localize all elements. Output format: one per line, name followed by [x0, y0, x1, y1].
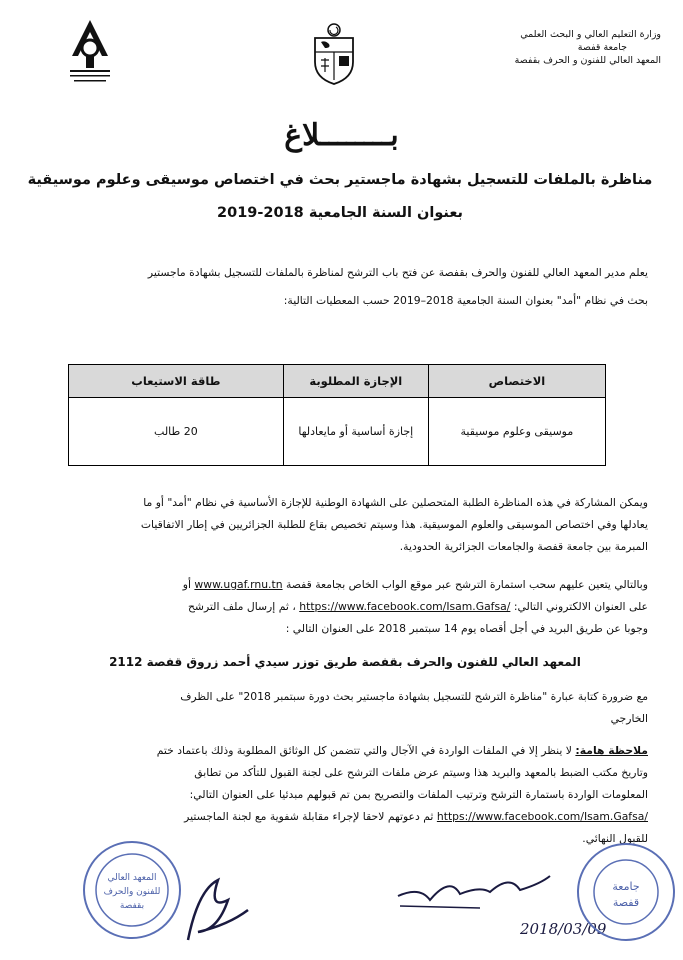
- text-line: الخارجي: [610, 712, 648, 725]
- text-line: المبرمة بين جامعة قفصة والجامعات الجزائرية الحدودية.: [399, 540, 648, 553]
- stamp-text: بقفصة: [119, 901, 145, 911]
- facebook-link[interactable]: https://www.facebook.com/Isam.Gafsa/: [299, 600, 511, 613]
- republic-emblem: [309, 22, 359, 86]
- handwritten-date: 2018/03/09: [520, 920, 607, 938]
- intro-line: بحث في نظام "أمد" بعنوان السنة الجامعية 2018–2019 حسب المعطيات التالية:: [283, 294, 648, 307]
- text-span: لا ينظر إلا في الملفات الواردة في الآجال والتي تتضمن كل الوثائق المطلوبة وذلك باعتماد ختم: [156, 744, 572, 757]
- text-line: مع ضرورة كتابة عبارة "مناظرة الترشح للتسجيل بشهادة ماجستير بحث دورة سبتمبر 2018" على الظرف: [180, 690, 648, 703]
- facebook-link[interactable]: https://www.facebook.com/Isam.Gafsa/: [436, 810, 648, 823]
- text-line: وتاريخ مكتب الضبط بالمعهد والبريد هذا وسيتم عرض ملفات الترشح على لجنة القبول للتأكد من تطابق: [194, 766, 648, 779]
- institute-stamp: [80, 838, 184, 942]
- column-header: الإجازة المطلوبة: [283, 365, 428, 398]
- text-line: [40, 574, 648, 596]
- intro-line: يعلم مدير المعهد العالي للفنون والحرف بقفصة عن فتح باب الترشح لمناظرة بالملفات للتسجيل بشهادة ماجستير: [147, 266, 648, 279]
- application-paragraph: [40, 574, 648, 640]
- intro-paragraph: [40, 262, 648, 312]
- column-header: الاختصاص: [428, 365, 605, 398]
- stamp-text: للفنون والحرف: [103, 887, 161, 897]
- text-span: على العنوان الالكتروني التالي:: [513, 600, 648, 613]
- text-span: ، ثم إرسال ملف الترشح: [187, 600, 296, 613]
- stamp-text: قفصة: [612, 896, 640, 909]
- text-line: للقبول النهائي.: [582, 832, 648, 845]
- text-line: [40, 740, 648, 762]
- requirements-table: [68, 364, 606, 466]
- institute-logo: [64, 18, 116, 86]
- stamp-text: المعهد العالي: [107, 873, 157, 883]
- subtitle: مناظرة بالملفات للتسجيل بشهادة ماجستير بحث في اختصاص موسيقى وعلوم موسيقية: [27, 172, 653, 188]
- table-cell: موسيقى وعلوم موسيقية: [428, 398, 605, 466]
- ministry-header: [441, 28, 661, 67]
- text-line: المعلومات الواردة باستمارة الترشح وترتيب الملفات والتصريح بمن تم قبولهم مبدئيا على العنوان التالي:: [189, 788, 648, 801]
- text-span: أو: [182, 578, 191, 591]
- text-line: [40, 596, 648, 618]
- postal-address: المعهد العالي للفنون والحرف بقفصة طريق توزر سيدي أحمد زروق قفصة 2112: [109, 655, 581, 669]
- page-title: بــــــــلاغ: [284, 118, 399, 153]
- ministry-line: وزارة التعليم العالي و البحث العلمي: [520, 29, 661, 40]
- academic-year: بعنوان السنة الجامعية 2018-2019: [217, 205, 463, 221]
- text-line: ويمكن المشاركة في هذه المناظرة الطلبة المتحصلين على الشهادة الوطنية للإجازة الأساسية في نظام "أمد" أو ما: [143, 496, 648, 509]
- table-cell: إجازة أساسية أو مايعادلها: [283, 398, 428, 466]
- director-signature: [178, 870, 258, 950]
- university-website-link[interactable]: www.ugaf.rnu.tn: [194, 578, 283, 591]
- text-line: يعادلها وفي اختصاص الموسيقى والعلوم الموسيقية. هذا وسيتم تخصيص بقاع للطلبة الجزائريين في إطار الاتفاقيات: [140, 518, 648, 531]
- column-header: طاقة الاستيعاب: [69, 365, 284, 398]
- table-row: [69, 398, 606, 466]
- signature-area: [0, 830, 683, 960]
- text-line: [40, 806, 648, 828]
- stamp-text: جامعة: [612, 880, 640, 893]
- eligibility-paragraph: [40, 492, 648, 558]
- university-stamp: [574, 840, 678, 944]
- text-line: وجوبا عن طريق البريد في أجل أقصاه يوم 14 سبتمبر 2018 على العنوان التالي :: [285, 622, 648, 635]
- envelope-paragraph: [40, 686, 648, 730]
- text-span: ثم دعوتهم لاحقا لإجراء مقابلة شفوية مع لجنة الماجستير: [184, 810, 434, 823]
- table-cell: 20 طالب: [69, 398, 284, 466]
- note-label: ملاحظة هامة:: [575, 744, 648, 757]
- text-span: وبالتالي يتعين عليهم سحب استمارة الترشح عبر موقع الواب الخاص بجامعة قفصة: [286, 578, 648, 591]
- table-header-row: [69, 365, 606, 398]
- institute-line: المعهد العالي للفنون و الحرف بقفصة: [514, 55, 661, 66]
- university-line: جامعة قفصة: [577, 42, 627, 53]
